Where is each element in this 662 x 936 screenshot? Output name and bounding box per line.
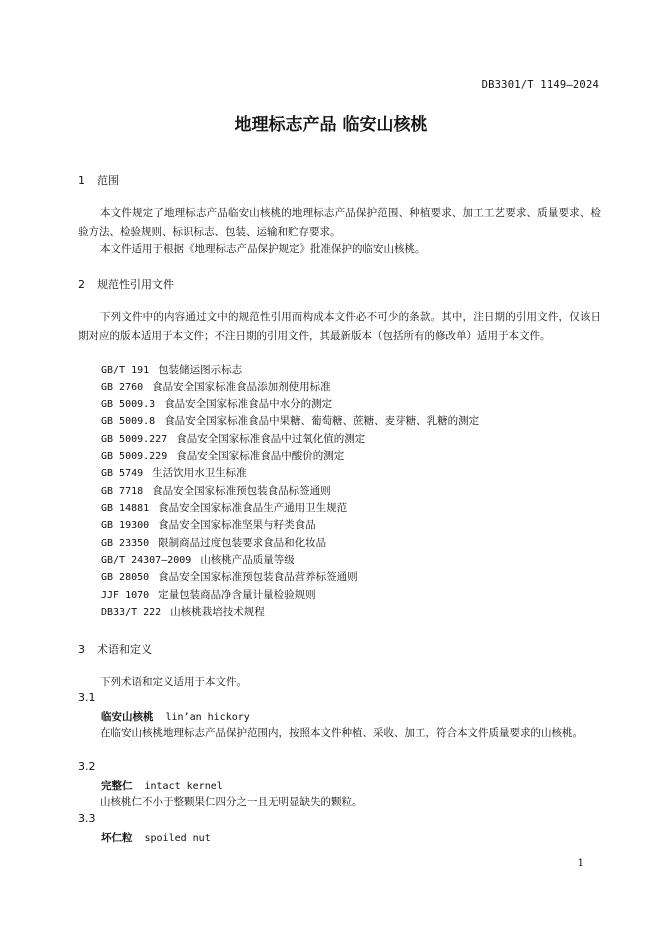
- section-number: 1: [78, 174, 85, 187]
- section-3-paragraph-1: 下列术语和定义适用于本文件。: [100, 676, 247, 688]
- term-heading: [101, 778, 223, 793]
- reference-code: GB 14881: [101, 503, 150, 514]
- reference-code: GB 2760: [101, 382, 144, 393]
- reference-item: [101, 535, 326, 550]
- section-2-heading: [78, 276, 174, 292]
- term-number: 3.1: [78, 691, 96, 704]
- term-heading: [101, 830, 211, 845]
- reference-title: 食品安全国家标准预包装食品营养标签通则: [158, 571, 358, 583]
- reference-code: GB 23350: [101, 538, 150, 549]
- reference-title: 食品安全国家标准坚果与籽类食品: [158, 519, 316, 531]
- reference-title: 食品安全国家标准食品中酸价的测定: [176, 450, 345, 462]
- reference-item: [101, 396, 332, 411]
- term-heading: [101, 709, 250, 724]
- page-number: 1: [577, 858, 584, 869]
- reference-code: DB33/T 222: [101, 607, 162, 618]
- reference-item: [101, 448, 344, 463]
- reference-item: [101, 465, 247, 480]
- document-code: DB3301/T 1149—2024: [481, 79, 599, 91]
- term-definition: 在临安山核桃地理标志产品保护范围内，按照本文件种植、采收、加工，符合本文件质量要求的山核桃。: [100, 727, 583, 739]
- section-1-paragraph-1: 本文件规定了地理标志产品临安山核桃的地理标志产品保护范围、种植要求、加工工艺要求、质量要求、检验方法、检验规则、标识标志、包装、运输和贮存要求。: [78, 207, 601, 238]
- term-number: 3.3: [78, 812, 96, 825]
- reference-item: [101, 569, 358, 584]
- term-en: intact kernel: [144, 781, 223, 792]
- reference-title: 食品安全国家标准预包装食品标签通则: [152, 485, 331, 497]
- section-1-heading: [78, 172, 119, 188]
- reference-code: GB 5009.8: [101, 416, 156, 427]
- reference-title: 定量包装商品净含量计量检验规则: [158, 589, 316, 601]
- reference-code: GB 5009.227: [101, 434, 168, 445]
- reference-title: 山核桃产品质量等级: [200, 554, 295, 566]
- reference-item: [101, 500, 347, 515]
- section-3-heading: [78, 641, 152, 657]
- term-zh: 完整仁: [101, 780, 133, 792]
- section-1-paragraph-2: 本文件适用于根据《地理标志产品保护规定》批准保护的临安山核桃。: [100, 243, 426, 255]
- reference-item: [101, 413, 479, 428]
- reference-code: GB 5009.229: [101, 451, 168, 462]
- reference-title: 食品安全国家标准食品中过氧化值的测定: [176, 433, 366, 445]
- reference-code: GB 7718: [101, 486, 144, 497]
- reference-code: GB 19300: [101, 520, 150, 531]
- reference-item: [101, 587, 316, 602]
- reference-code: GB 5009.3: [101, 399, 156, 410]
- reference-item: [101, 483, 331, 498]
- reference-title: 包装储运图示标志: [158, 364, 243, 376]
- reference-title: 食品安全国家标准食品添加剂使用标准: [152, 381, 331, 393]
- reference-title: 食品安全国家标准食品中水分的测定: [164, 398, 333, 410]
- term-definition: 山核桃仁不小于整颗果仁四分之一且无明显缺失的颗粒。: [100, 796, 363, 808]
- document-title: 地理标志产品 临安山核桃: [234, 115, 428, 135]
- term-zh: 坏仁粒: [101, 832, 133, 844]
- section-number: 3: [78, 643, 85, 656]
- reference-title: 食品安全国家标准食品生产通用卫生规范: [158, 502, 348, 514]
- term-zh: 临安山核桃: [101, 711, 154, 723]
- reference-code: GB/T 191: [101, 365, 150, 376]
- reference-item: [101, 517, 316, 532]
- reference-code: GB 5749: [101, 468, 144, 479]
- term-number: 3.2: [78, 760, 96, 773]
- reference-item: [101, 379, 331, 394]
- reference-code: GB/T 24307—2009: [101, 555, 192, 566]
- term-en: spoiled nut: [144, 833, 211, 844]
- section-title: 规范性引用文件: [97, 278, 174, 291]
- reference-item: [101, 431, 365, 446]
- reference-title: 生活饮用水卫生标准: [152, 467, 247, 479]
- section-title: 术语和定义: [97, 643, 152, 656]
- section-number: 2: [78, 278, 85, 291]
- reference-item: [101, 604, 265, 619]
- reference-title: 限制商品过度包装要求食品和化妆品: [158, 537, 327, 549]
- reference-item: [101, 552, 295, 567]
- reference-title: 山核桃栽培技术规程: [170, 606, 265, 618]
- reference-code: GB 28050: [101, 572, 150, 583]
- reference-code: JJF 1070: [101, 590, 150, 601]
- reference-item: [101, 362, 242, 377]
- reference-title: 食品安全国家标准食品中果糖、葡萄糖、蔗糖、麦芽糖、乳糖的测定: [164, 415, 480, 427]
- term-en: lin’an hickory: [165, 712, 250, 723]
- section-2-paragraph-1: 下列文件中的内容通过文中的规范性引用而构成本文件必不可少的条款。其中，注日期的引用文件，仅该日期对应的版本适用于本文件；不注日期的引用文件，其最新版本（包括所有的修改单）适用于本文件。: [78, 311, 601, 342]
- section-title: 范围: [97, 174, 119, 187]
